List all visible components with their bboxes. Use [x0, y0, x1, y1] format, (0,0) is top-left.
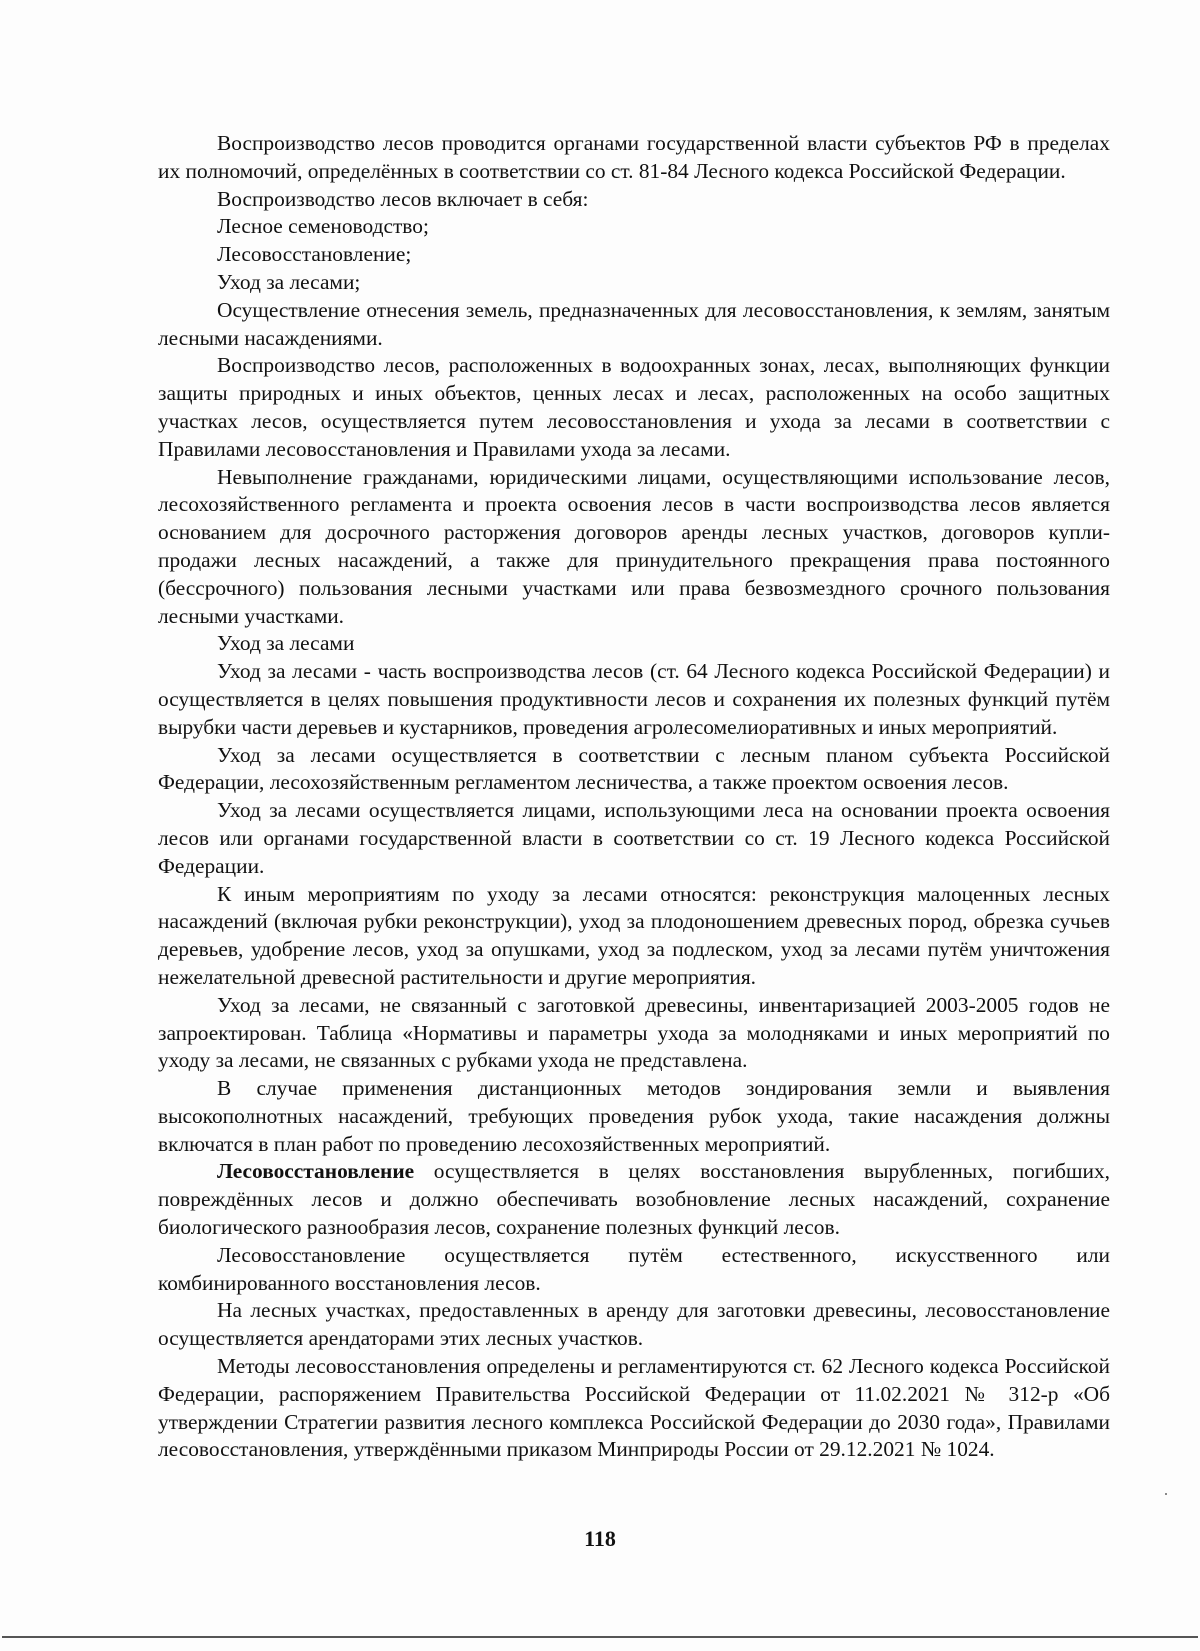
list-item: Осуществление отнесения земель, предназначенных для лесовосстановления, к землям, занятым лесными насаждениями. [158, 297, 1110, 350]
paragraph: На лесных участках, предоставленных в аренду для заготовки древесины, лесовосстановление осуществляется арендаторами этих лесных участков. [158, 1298, 1110, 1351]
paragraph: Лесовосстановление осуществляется путём естественного, искусственного или комбинированного восстановления лесов. [158, 1242, 1110, 1295]
document-body [158, 130, 1110, 1464]
paragraph: Воспроизводство лесов проводится органами государственной власти субъектов РФ в пределах их полномочий, определённых в соответствии со ст. 81-84 Лесного кодекса Российской Федерации. [158, 131, 1110, 183]
paragraph: Уход за лесами - часть воспроизводства лесов (ст. 64 Лесного кодекса Российской Федерации) и осуществляется в целях повышения продуктивности лесов и сохранения их полезных функций путём вырубки части деревьев и кустарников, проведения агролесомелиоративных и иных мероприятий. [158, 659, 1110, 739]
paragraph: Воспроизводство лесов, расположенных в водоохранных зонах, лесах, выполняющих функции защиты природных и иных объектов, ценных лесах и лесах, расположенных на особо защитных участках лесов, осуществляется путем лесовосстановления и ухода за лесами в соответствии с Правилами лесовосстановления и Правилами ухода за лесами. [158, 353, 1110, 461]
paragraph: Уход за лесами осуществляется лицами, использующими леса на основании проекта освоения лесов или органами государственной власти в соответствии со ст. 19 Лесного кодекса Российской Федерации. [158, 798, 1110, 878]
bold-lead-rest: осуществляется в целях восстановления вырубленных, погибших, повреждённых лесов и должно обеспечивать возобновление лесных насаждений, сохранение биологического разнообразия лесов, сохранение полезных функций лесов. [158, 1159, 1110, 1240]
paragraph: Невыполнение гражданами, юридическими лицами, осуществляющими использование лесов, лесохозяйственного регламента и проекта освоения лесов в части воспроизводства лесов является основанием для досрочного расторжения договоров аренды лесных участков, договоров купли-продажи лесных насаждений, а также для принудительного прекращения права постоянного (бессрочного) пользования лесными участками или права безвозмездного срочного пользования лесными участками. [158, 464, 1110, 628]
list-item: Лесовосстановление; [217, 242, 412, 267]
paragraph: В случае применения дистанционных методов зондирования земли и выявления высокополнотных насаждений, требующих проведения рубок ухода, такие насаждения должны включатся в план работ по проведению лесохозяйственных мероприятий. [158, 1076, 1110, 1156]
paragraph: Уход за лесами, не связанный с заготовкой древесины, инвентаризацией 2003-2005 годов не запроектирован. Таблица «Нормативы и параметры ухода за молодняками и иных мероприятий по уходу за лесами, не связанных с рубками ухода не представлена. [158, 992, 1110, 1073]
paragraph-bold-lead [158, 1158, 1110, 1241]
bold-term: Лесовосстановление [217, 1159, 415, 1184]
paragraph: Уход за лесами осуществляется в соответствии с лесным планом субъекта Российской Федерации, лесохозяйственным регламентом лесничества, а также проектом освоения лесов. [158, 742, 1110, 795]
scan-speck [1165, 1493, 1167, 1495]
page-number: 118 [584, 1526, 616, 1551]
paragraph: Воспроизводство лесов включает в себя: [217, 186, 589, 211]
paragraph: Методы лесовосстановления определены и регламентируются ст. 62 Лесного кодекса Российской Федерации, распоряжением Правительства Российской Федерации от 11.02.2021 № 312-р «Об утверждении Стратегии развития лесного комплекса Российской Федерации до 2030 года», Правилами лесовосстановления, утверждёнными приказом Минприроды России от 29.12.2021 № 1024. [158, 1354, 1110, 1462]
paragraph: К иным мероприятиям по уходу за лесами относятся: реконструкция малоценных лесных насаждений (включая рубки реконструкции), уход за плодоношением древесных пород, обрезка сучьев деревьев, удобрение лесов, уход за опушками, уход за подлеском, уход за лесами путём уничтожения нежелательной древесной растительности и другие мероприятия. [158, 881, 1110, 989]
bottom-rule [2, 1636, 1198, 1638]
section-heading: Уход за лесами [217, 631, 355, 656]
list-item: Уход за лесами; [217, 269, 361, 294]
list-item: Лесное семеноводство; [217, 214, 429, 239]
